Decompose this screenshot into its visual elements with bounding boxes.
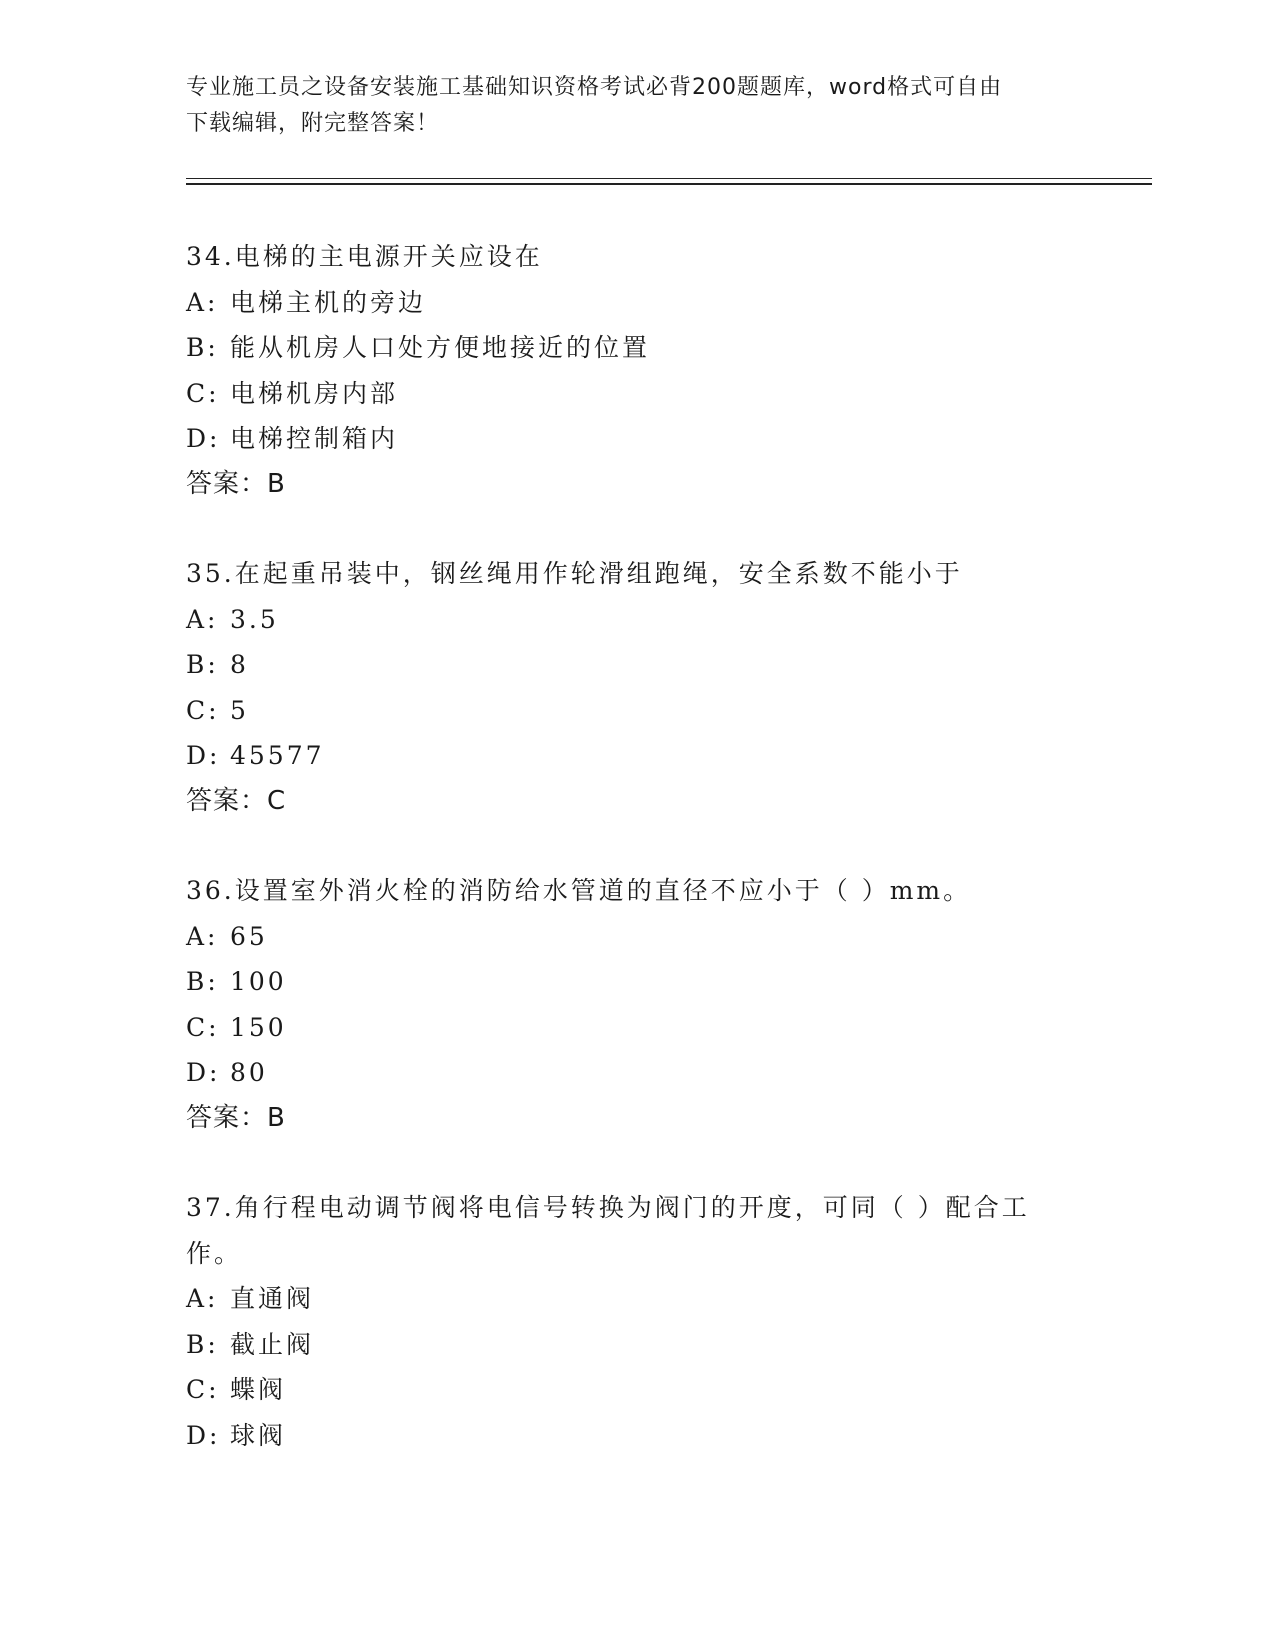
question-34 [186, 234, 1066, 507]
option-d [186, 416, 1066, 462]
header-divider-top [186, 178, 1152, 179]
question-list [186, 234, 1066, 1502]
question-stem: 37.角行程电动调节阀将电信号转换为阀门的开度，可同（ ）配合工作。 [186, 1193, 1030, 1268]
answer-line: 答案：C [186, 785, 287, 816]
option-label: C: [186, 378, 220, 408]
option-text: 能从机房人口处方便地接近的位置 [230, 333, 651, 362]
question-36 [186, 868, 1066, 1141]
option-c [186, 1005, 1066, 1051]
answer-line: 答案：B [186, 1102, 286, 1133]
option-b [186, 642, 1066, 688]
option-c [186, 371, 1066, 417]
option-label: B: [186, 967, 219, 996]
option-label: D: [186, 741, 221, 770]
question-stem: 34.电梯的主电源开关应设在 [186, 242, 543, 271]
option-b [186, 325, 1066, 371]
option-a [186, 914, 1066, 960]
option-d [186, 1413, 1066, 1459]
option-text: 5 [230, 695, 249, 725]
option-text: 80 [230, 1058, 268, 1087]
option-text: 球阀 [230, 1420, 287, 1450]
header-divider-bottom [186, 183, 1152, 185]
option-label: C: [186, 1012, 220, 1042]
question-35 [186, 551, 1066, 824]
option-label: A: [186, 287, 219, 317]
answer-line: 答案：B [186, 468, 286, 499]
option-label: C: [186, 695, 220, 725]
option-label: B: [186, 333, 219, 362]
option-label: C: [186, 1375, 220, 1404]
option-text: 电梯主机的旁边 [230, 287, 427, 317]
question-37 [186, 1185, 1066, 1458]
option-text: 截止阀 [230, 1329, 315, 1359]
option-label: A: [186, 1284, 219, 1313]
option-a [186, 1276, 1066, 1322]
option-a [186, 280, 1066, 326]
option-label: A: [186, 921, 219, 951]
option-text: 8 [230, 650, 249, 679]
option-d [186, 1050, 1066, 1096]
question-stem: 36.设置室外消火栓的消防给水管道的直径不应小于（ ）mm。 [186, 876, 972, 905]
option-label: B: [186, 1329, 219, 1359]
option-text: 150 [230, 1012, 287, 1042]
header-line-1: 专业施工员之设备安装施工基础知识资格考试必背200题题库，word格式可自由 [186, 75, 1003, 100]
option-label: D: [186, 1058, 221, 1087]
option-text: 3.5 [230, 604, 279, 634]
option-a [186, 597, 1066, 643]
header-line-2: 下载编辑，附完整答案！ [186, 111, 440, 136]
option-text: 100 [230, 967, 287, 996]
option-label: D: [186, 1420, 221, 1450]
option-label: B: [186, 650, 219, 679]
option-b [186, 1322, 1066, 1368]
option-text: 65 [230, 921, 268, 951]
option-c [186, 1367, 1066, 1413]
option-text: 电梯控制箱内 [230, 424, 399, 453]
option-text: 蝶阀 [230, 1375, 287, 1404]
document-header [186, 70, 1066, 142]
option-label: A: [186, 604, 219, 634]
option-b [186, 959, 1066, 1005]
option-label: D: [186, 424, 221, 453]
option-c [186, 688, 1066, 734]
question-stem: 35.在起重吊装中，钢丝绳用作轮滑组跑绳，安全系数不能小于 [186, 559, 963, 588]
option-text: 45577 [230, 741, 325, 770]
option-text: 直通阀 [230, 1284, 315, 1313]
option-d [186, 733, 1066, 779]
option-text: 电梯机房内部 [230, 378, 399, 408]
